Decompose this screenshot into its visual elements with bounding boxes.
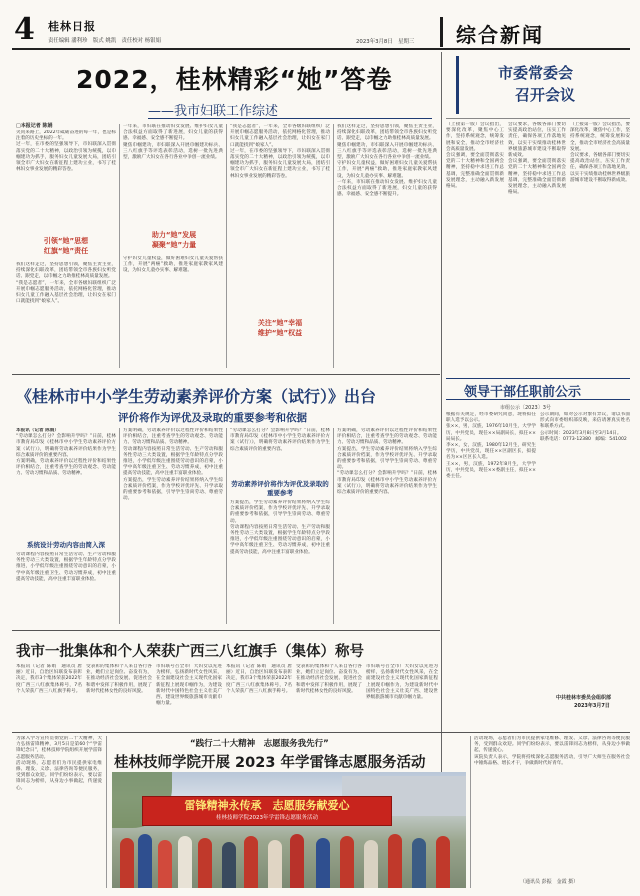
callout-2-line1: 助力“她”发展 <box>151 231 197 239</box>
labor-body-col3b <box>230 500 330 624</box>
labor-p4: 方案明确，劳动素养评价以过程性评价和结果性评价相结合，注重考查学生的劳动观念、劳动能力、劳动习惯和品质、劳动精神。 <box>123 428 223 446</box>
person <box>412 838 426 888</box>
volunteer-p4: 该院负责人表示，学院将持续深化志愿服务活动，引导广大师生在服务社会中锤炼品格、增长才干，争做新时代好青年。 <box>474 754 630 766</box>
honor-body-col3 <box>156 664 222 728</box>
lead-p9: 过一年，在市委的坚强领导下，市妇联深入贯彻落实党的二十大精神，以政治引领为统揽，以巾帼建功为抓手，服务妇女儿童发展大局，团结引领全市广大妇女在新征程上建功立业，书写了桂林妇女事业发展的精彩答卷。 <box>230 148 330 179</box>
section-rule <box>12 630 440 631</box>
announcement-date: 2023年3月7日 <box>574 703 610 709</box>
column-rule <box>226 124 227 368</box>
announcement-body-col2 <box>540 412 630 692</box>
column-rule <box>441 52 442 812</box>
announcement-p7: 联系电话：0773-12380 邮编：541002 <box>540 436 627 442</box>
labor-body-col3 <box>230 428 330 478</box>
person <box>316 838 330 888</box>
lead-p2: 过一年，在市委的坚强领导下，市妇联深入贯彻落实党的二十大精神，以政治引领为统揽，以巾帼建功为抓手，服务妇女儿童发展大局，团结引领全市广大妇女在新征程上建功立业，书写了桂林妇女事业发展的精彩答卷。 <box>16 142 116 173</box>
lead-p8: “我是志愿者”，一年来，全市各级妇联组织广泛开展巾帼志愿服务活动，依托网格化管理，推动妇女儿童工作融入基层社会治理，让妇女在家门口就能找到“娘家人”。 <box>230 124 330 148</box>
person <box>178 836 192 888</box>
honor-p5: 受表彰的集体和个人来自各行各业，她们立足岗位、奋发有为，在推动经济社会发展、促进社会和谐中发挥了积极作用，展现了新时代桂林女性的良好风貌。 <box>296 664 362 694</box>
labor-p9: 劳动课程内容按照日常生活劳动、生产劳动和服务性劳动三大类设置，根据学生年龄特点分学段推进，小学低年级注重围绕劳动意识的启蒙，小学中高年级注重卫生、劳动习惯养成，初中注重提高劳动技能，高中注重丰富职业体验。 <box>230 524 330 555</box>
labor-p10: 方案明确，劳动素养评价以过程性评价和结果性评价相结合，注重考查学生的劳动观念、劳动能力、劳动习惯和品质、劳动精神。 <box>337 428 437 446</box>
side-news-p1: （上接第一版）会议指出，要深化改革，聚焦中心工作，坚持系统观念，统筹发展和安全，推动全市经济社会高质量发展。 <box>446 122 504 152</box>
volunteer-kicker: “践行二十大精神 志愿服务我先行” <box>190 739 329 749</box>
announcement-title: 领导干部任职前公示 <box>464 385 582 400</box>
person <box>388 834 402 888</box>
announcement-signature: 中共桂林市委员会组织部 <box>556 695 612 701</box>
labor-p3: 劳动课程内容按照日常生活劳动、生产劳动和服务性劳动三大类设置，根据学生年龄特点分学段推进，小学低年级注重围绕劳动意识的启蒙，小学中高年级注重卫生、劳动习惯养成，初中注重提高劳动技能，高中注重丰富职业体验。 <box>16 552 116 582</box>
lead-paragraph <box>123 124 223 228</box>
column-rule <box>333 124 334 368</box>
side-news-body-col2 <box>508 122 566 372</box>
honor-p4: 本报讯（记者 陈娟 通讯员 唐丽）近日，自治区妇联发布表彰决定，我市3个集体荣获2022年度广西三八红旗集体称号，7名个人荣获广西三八红旗手称号。 <box>226 664 292 694</box>
labor-p2: 方案明确，劳动素养评价以过程性评价和结果性评价相结合，注重考查学生的劳动观念、劳动能力、劳动习惯和品质、劳动精神。 <box>16 459 116 477</box>
side-news-p3: 会议要求，各级各部门要切实提高政治站位，压实工作责任，确保各项工作落地见效，以实干实绩推动桂林世界级旅游城市建设不断取得新成效。 <box>508 122 566 159</box>
announcement-p6: 公示时间：2023年3月8日至3月14日。 <box>540 430 622 436</box>
editor-credits: 责任编辑 潘利珍 版式 姚凯 责任校对 杨银娟 <box>48 38 161 44</box>
person <box>436 836 450 888</box>
lead-paragraph <box>16 130 116 234</box>
paper-name: 桂林日报 <box>48 20 96 33</box>
callout-3 <box>242 318 318 338</box>
labor-subhead-2: 劳动素养评价将作为评优及录取的重要参考 <box>231 480 329 497</box>
callout-1 <box>30 236 102 256</box>
announcement-p1: 根据有关规定，经市委研究同意，现将拟任职人选予以公示。 <box>446 412 536 424</box>
announcement-body-col1 <box>446 412 536 706</box>
lead-p13: 一年来，市妇联在推动妇女发展、维护妇女儿童合法权益方面取得了新进展，妇女儿童的获得感、幸福感、安全感不断提升。 <box>337 179 437 198</box>
column-rule <box>119 124 120 368</box>
lead-p3: 我们这样走过，坚持思想引领，聚焦主责主业，持续深化妇联改革，团结带领全市各族妇女听党话、跟党走，以巾帼之力助推桂林高质量发展。 <box>16 262 116 280</box>
labor-p12: “劳动课怎么打分？会影响升学吗？”日前，桂林市教育局印发《桂林市中小学生劳动素养评价方案（试行）》，明确将劳动素养评价结果作为学生综合素质评价的重要内容。 <box>337 471 437 496</box>
honor-title: 我市一批集体和个人荣获广西三八红旗手（集体）称号 <box>16 644 364 660</box>
labor-subhead-1: 系统设计劳动内容由简入深 <box>27 541 105 549</box>
person <box>244 836 258 888</box>
side-news-headline-2: 召开会议 <box>515 86 576 104</box>
person <box>120 838 134 888</box>
honor-body-col2 <box>86 664 152 728</box>
callout-3-line2: 维护“她”权益 <box>257 329 303 337</box>
announcement-p4: 王××，男，汉族，1972年8月生，大学学历，中共党员，现任××委副主任，拟任××委主任。 <box>446 461 536 480</box>
volunteer-body-left <box>16 736 102 888</box>
page-number: 4 <box>14 12 35 47</box>
lead-p1: 笑问来路上，2022年砥砺奋进的每一年，也是标注着的历史坐标的一年。 <box>16 130 116 142</box>
announcement-number: 市组公示〔2023〕3号 <box>500 405 551 411</box>
callout-2 <box>136 230 212 250</box>
labor-p1: “劳动课怎么打分？会影响升学吗？”日前，桂林市教育局印发《桂林市中小学生劳动素养评价方案（试行）》，明确将劳动素养评价结果作为学生综合素质评价的重要内容。 <box>16 434 116 458</box>
person <box>222 842 236 888</box>
volunteer-banner <box>142 796 392 826</box>
lead-p11: 聚焦巾帼建功，市妇联深入开展巾帼建功标兵、三八红旗手等评选表彰活动，选树一批先进典型，激励广大妇女在各行各业中争创一流业绩。 <box>337 142 437 161</box>
side-news-p6: 会议要求，各级各部门要切实提高政治站位，压实工作责任，确保各项工作落地见效，以实干实绩推动桂林世界级旅游城市建设不断取得新成效。 <box>570 153 630 183</box>
lead-paragraph <box>123 256 223 368</box>
issue-date: 2023年3月8日 星期三 <box>356 39 415 45</box>
person <box>290 834 304 888</box>
volunteer-caption: （通讯员 彭振 金霞 摄） <box>520 879 579 885</box>
column-rule <box>119 428 120 624</box>
announcement-p5: 公示期间，如对公示对象有异议，请以书面形式向市委组织部反映，来信请署真实姓名和联系方式。 <box>540 412 630 430</box>
honor-p3: 市妇联号召全市广大妇女以先进为榜样，弘扬新时代女性风采，在全面建设社会主义现代化国家新征程上展现巾帼作为，为建设新时代中国特色社会主义壮美广西、建设世界级旅游城市贡献巾帼力量。 <box>156 664 222 707</box>
person <box>138 834 152 888</box>
volunteer-body-right <box>474 736 630 876</box>
labor-p7: “劳动课怎么打分？会影响升学吗？”日前，桂林市教育局印发《桂林市中小学生劳动素养评价方案（试行）》，明确将劳动素养评价结果作为学生综合素质评价的重要内容。 <box>230 428 330 452</box>
announcement-p3: 李××，女，汉族，1980年12月生，研究生学历，中共党员，现任××区副区长，拟提名为××区区长人选。 <box>446 443 536 461</box>
person <box>158 840 172 888</box>
lead-p12: 守护妇女儿童权益，做好困难妇女儿童关爱帮扶工作，开展“两癌”救助，推进家庭家教家风建设，为妇女儿童办实事、解难题。 <box>337 161 437 179</box>
masthead-rule <box>12 48 630 50</box>
lead-title: 2022，桂林精彩“她”答卷 <box>76 65 393 94</box>
side-news-rule <box>446 118 630 119</box>
person <box>364 840 378 888</box>
volunteer-title: 桂林技师学院开展 2023 年学雷锋志愿服务活动 <box>114 755 426 771</box>
side-news-body-col3 <box>570 122 630 372</box>
callout-1-line1: 引领“她”思想 <box>43 237 89 245</box>
side-news-p5: （上接第一版）会议指出，要深化改革，聚焦中心工作，坚持系统观念，统筹发展和安全，推动全市经济社会高质量发展。 <box>570 122 630 152</box>
honor-body-col4 <box>226 664 292 728</box>
honor-body-col1 <box>16 664 82 728</box>
labor-title: 《桂林市中小学生劳动素养评价方案（试行）》出台 <box>16 387 377 406</box>
column-rule <box>470 736 471 888</box>
labor-body-col2 <box>123 428 223 624</box>
person <box>340 836 354 888</box>
lead-paragraph-col4 <box>337 124 437 368</box>
labor-p6: 方案提出，学生劳动素养评价结果将纳入学生综合素质评价档案，作为学校评优评先、升学录取的重要参考和依据，引导学生崇尚劳动、尊重劳动。 <box>123 477 223 502</box>
announcement-p2: 张××，男，汉族，1976年10月生，大学学历，中共党员，现任××局副局长，拟任××局局长。 <box>446 424 536 442</box>
labor-byline: 本报讯（记者 陈娟） <box>16 428 59 433</box>
banner-text: 雷锋精神永传承 志愿服务献爱心 <box>184 799 350 812</box>
volunteer-photo <box>112 772 466 888</box>
column-rule <box>333 428 334 624</box>
honor-p6: 市妇联号召全市广大妇女以先进为榜样，弘扬新时代女性风采，在全面建设社会主义现代化国家新征程上展现巾帼作为，为建设新时代中国特色社会主义壮美广西、建设世界级旅游城市贡献巾帼力量。 <box>366 664 438 701</box>
side-news-p2: 会议强调，要全面贯彻落实党的二十大精神和全国两会精神，坚持稳中求进工作总基调，完整准确全面贯彻新发展理念，主动融入新发展格局。 <box>446 153 504 190</box>
lead-subtitle-rule <box>148 118 432 119</box>
column-rule <box>226 428 227 624</box>
lead-p6: 聚焦巾帼建功，市妇联深入开展巾帼建功标兵、三八红旗手等评选表彰活动，选树一批先进典型，激励广大妇女在各行各业中争创一流业绩。 <box>123 142 223 161</box>
honor-p2: 受表彰的集体和个人来自各行各业，她们立足岗位、奋发有为，在推动经济社会发展、促进社会和谐中发挥了积极作用，展现了新时代桂林女性的良好风貌。 <box>86 664 152 694</box>
honor-body-col6 <box>366 664 438 728</box>
banner-subtext: 桂林技师学院2023年学雷锋志愿服务活动 <box>216 815 318 821</box>
lead-subtitle: ——我市妇联工作综述 <box>148 104 279 119</box>
side-news-p4: 会议强调，要全面贯彻落实党的二十大精神和全国两会精神，坚持稳中求进工作总基调，完整准确全面贯彻新发展理念，主动融入新发展格局。 <box>508 159 566 196</box>
lead-p5: 一年来，市妇联在推动妇女发展、维护妇女儿童合法权益方面取得了新进展，妇女儿童的获得感、幸福感、安全感不断提升。 <box>123 124 223 142</box>
lead-byline: □本报记者 陈娟 <box>16 123 53 129</box>
labor-p5: 劳动课程内容按照日常生活劳动、生产劳动和服务性劳动三大类设置，根据学生年龄特点分学段推进，小学低年级注重围绕劳动意识的启蒙，小学中高年级注重卫生、劳动习惯养成，初中注重提高劳动技能，高中注重丰富职业体验。 <box>123 446 223 477</box>
lead-paragraph-col3 <box>230 124 330 296</box>
side-news-body-col1 <box>446 122 504 372</box>
labor-subtitle: 评价将作为评优及录取的重要参考和依据 <box>118 412 307 424</box>
honor-p1: 本报讯（记者 陈娟 通讯员 唐丽）近日，自治区妇联发布表彰决定，我市3个集体荣获2022年度广西三八红旗集体称号，7名个人荣获广西三八红旗手称号。 <box>16 664 82 694</box>
lead-p7: 守护妇女儿童权益，做好困难妇女儿童关爱帮扶工作，开展“两癌”救助，推进家庭家教家风建设，为妇女儿童办实事、解难题。 <box>123 256 223 274</box>
honor-body-col5 <box>296 664 362 728</box>
section-rule <box>12 732 630 733</box>
labor-p8: 方案提出，学生劳动素养评价结果将纳入学生综合素质评价档案，作为学校评优评先、升学录取的重要参考和依据，引导学生崇尚劳动、尊重劳动。 <box>230 500 330 524</box>
column-rule <box>106 736 107 888</box>
volunteer-p3: 活动现场，志愿者们为市民提供家电维修、理发、义诊、法律咨询等便民服务，受到群众欢迎。同学们纷纷表示，要以雷锋同志为榜样，从身边小事做起，传递爱心。 <box>474 736 630 754</box>
person <box>198 838 212 888</box>
lead-paragraph <box>16 262 116 370</box>
person <box>268 840 282 888</box>
callout-3-line1: 关注“她”幸福 <box>257 319 303 327</box>
labor-body-col4 <box>337 428 437 624</box>
volunteer-p2: 活动现场，志愿者们为市民提供家电维修、理发、义诊、法律咨询等便民服务，受到群众欢迎。同学们纷纷表示，要以雷锋同志为榜样，从身边小事做起，传递爱心。 <box>16 760 102 791</box>
lead-p4: “我是志愿者”，一年来，全市各级妇联组织广泛开展巾帼志愿服务活动，依托网格化管理，推动妇女儿童工作融入基层社会治理，让妇女在家门口就能找到“娘家人”。 <box>16 280 116 305</box>
side-news-headline-1: 市委常委会 <box>498 64 574 82</box>
section-rule <box>12 374 440 375</box>
volunteer-p1: 为深入学习宣传贯彻党的二十大精神，大力弘扬雷锋精神，3月5日是第60个“学雷锋纪念日”，桂林技师学院组织开展学雷锋志愿服务活动。 <box>16 736 102 760</box>
callout-1-line2: 红旗“她”责任 <box>43 247 89 255</box>
labor-body-col1b <box>16 552 116 624</box>
section-title: 综合新闻 <box>456 23 544 47</box>
callout-2-line2: 凝聚“她”力量 <box>151 241 197 249</box>
photo-crowd <box>112 832 466 888</box>
lead-p10: 我们这样走过，坚持思想引领，聚焦主责主业，持续深化妇联改革，团结带领全市各族妇女听党话、跟党走，以巾帼之力助推桂林高质量发展。 <box>337 124 437 142</box>
labor-p11: 方案提出，学生劳动素养评价结果将纳入学生综合素质评价档案，作为学校评优评先、升学录取的重要参考和依据，引导学生崇尚劳动、尊重劳动。 <box>337 446 437 471</box>
